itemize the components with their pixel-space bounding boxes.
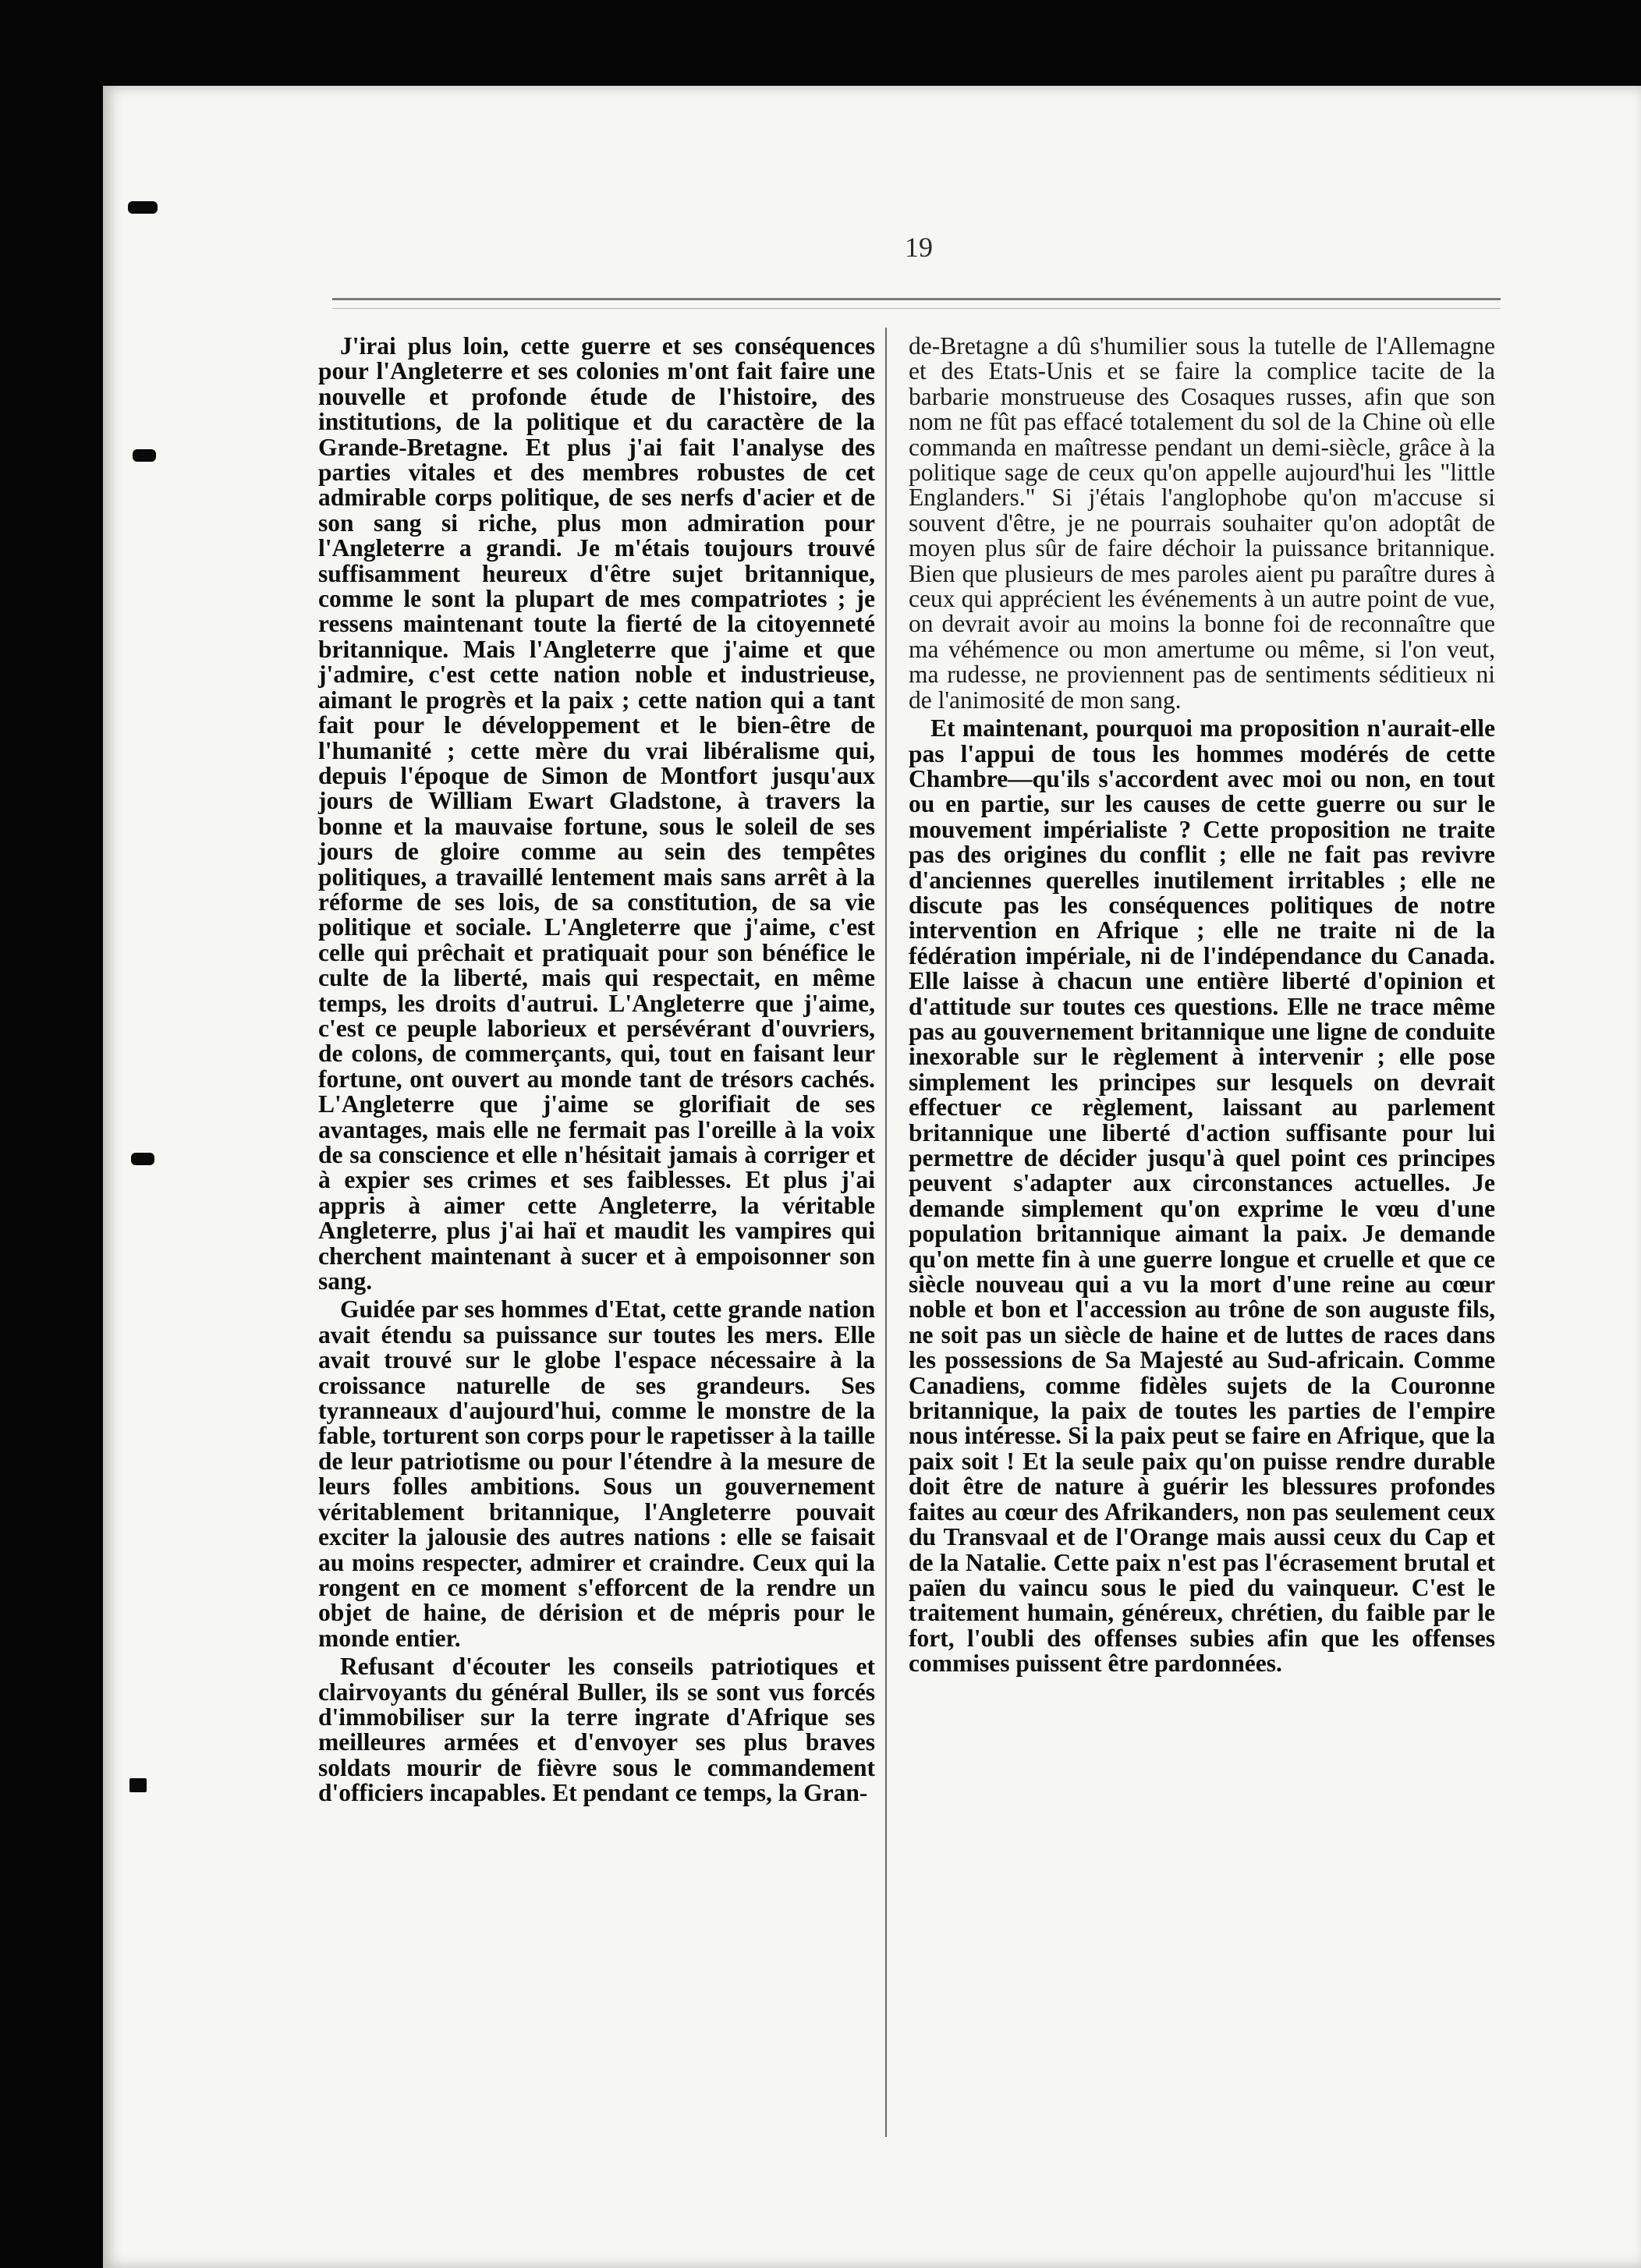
page-number: 19 bbox=[905, 232, 933, 263]
paragraph: Guidée par ses hommes d'Etat, cette grande nation avait étendu sa puissance sur toutes les mers. Elle avait trouvé sur le globe l'espace nécessaire à la croissance naturelle de ses grandeurs. Ses tyranneaux d'aujourd'hui, comme le monstre de la fable, torturent son corps pour le rapetisser à la taille de leur patriotisme ou pour l'étendre à la mesure de leurs folles ambitions. Sous un gouvernement véritablement britannique, l'Angleterre pouvait exciter la jalousie des autres nations : elle se faisait au moins respecter, admirer et craindre. Ceux qui la rongent en ce moment s'efforcent de la rendre un objet de haine, de dérision et de mépris pour le monde entier. bbox=[318, 1295, 875, 1652]
binding-hole-mark bbox=[128, 201, 158, 214]
binding-hole-mark bbox=[129, 1778, 147, 1792]
binding-hole-mark bbox=[133, 449, 156, 462]
column-divider bbox=[885, 328, 887, 2137]
scanner-top-edge bbox=[0, 0, 1641, 87]
header-rule bbox=[332, 298, 1501, 300]
binding-hole-mark bbox=[131, 1153, 154, 1165]
paragraph: Refusant d'écouter les conseils patriotiques et clairvoyants du général Buller, ils se sont vus forcés d'immobiliser sur la terre ingrate d'Afrique ses meilleures armées et d'envoyer ses plus braves soldats mourir de fièvre sous le commandement d'officiers incapables. Et pendant ce temps, la Gran- bbox=[318, 1653, 875, 1807]
paragraph: Et maintenant, pourquoi ma proposition n'aurait-elle pas l'appui de tous les hommes modérés de cette Chambre—qu'ils s'accordent avec moi ou non, en tout ou en partie, sur les causes de cette guerre ou sur le mouvement impérialiste ? Cette proposition ne traite pas des origines du conflit ; elle ne fait pas revivre d'anciennes querelles inutilement irritables ; elle ne discute pas les conséquences politiques de notre intervention en Afrique ; elle ne traite ni de la fédération impériale, ni de l'indépendance du Canada. Elle laisse à chacun une entière liberté d'opinion et d'attitude sur toutes ces questions. Elle ne trace même pas au gouvernement britannique une ligne de conduite inexorable sur le règlement à intervenir ; elle pose simplement les principes sur lesquels on devrait effectuer ce règlement, laissant au parlement britannique une liberté d'action suffisante pour lui permettre de décider jusqu'à quel point ces principes peuvent s'adapter aux circonstances actuelles. Je demande simplement qu'on exprime le vœu d'une population britannique aimant la paix. Je demande qu'on mette fin à une guerre longue et cruelle et que ce siècle nouveau qui a vu la mort d'une reine au cœur noble et bon et l'accession au trône de son auguste fils, ne soit pas un siècle de haine et de luttes de races dans les possessions de Sa Majesté au Sud-africain. Comme Canadiens, comme fidèles sujets de la Couronne britannique, la paix de toutes les parties de l'empire nous intéresse. Si la paix peut se faire en Afrique, que la paix soit ! Et la seule paix qu'on puisse rendre durable doit être de nature à guérir les blessures profondes faites au cœur des Afrikanders, non pas seulement ceux du Transvaal et de l'Orange mais aussi ceux du Cap et de la Natalie. Cette paix n'est pas l'écrasement brutal et païen du vaincu sous le pied du vainqueur. C'est le traitement humain, généreux, chrétien, du faible par le fort, l'oubli des offenses subies afin que les offenses commises puissent être pardonnées. bbox=[909, 714, 1495, 1678]
header-rule-thin bbox=[332, 308, 1501, 309]
right-column bbox=[909, 334, 1495, 1677]
left-column bbox=[318, 334, 875, 1806]
paragraph: de-Bretagne a dû s'humilier sous la tutelle de l'Allemagne et des Etats-Unis et se faire la complice tacite de la barbarie monstrueuse des Cosaques russes, afin que son nom ne fût pas effacé totalement du sol de la Chine où elle commanda en maîtresse pendant un demi-siècle, grâce à la politique sage de ceux qu'on appelle aujourd'hui les "little Englanders." Si j'étais l'anglophobe qu'on m'accuse si souvent d'être, je ne pourrais souhaiter qu'on adoptât de moyen plus sûr de faire déchoir la puissance britannique. Bien que plusieurs de mes paroles aient pu paraître dures à ceux qui apprécient les événements à un autre point de vue, on devrait avoir au moins la bonne foi de reconnaître que ma véhémence ou mon amertume ou même, si l'on veut, ma rudesse, ne proviennent pas de sentiments séditieux ni de l'animosité de mon sang. bbox=[909, 332, 1495, 714]
paragraph: J'irai plus loin, cette guerre et ses conséquences pour l'Angleterre et ses colonies m'ont fait faire une nouvelle et profonde étude de l'histoire, des institutions, de la politique et du caractère de la Grande-Bretagne. Et plus j'ai fait l'analyse des parties vitales et des membres robustes de cet admirable corps politique, de ses nerfs d'acier et de son sang si riche, plus mon admiration pour l'Angleterre a grandi. Je m'étais toujours trouvé suffisamment heureux d'être sujet britannique, comme le sont la plupart de mes compatriotes ; je ressens maintenant toute la fierté de la citoyenneté britannique. Mais l'Angleterre que j'aime et que j'admire, c'est cette nation noble et industrieuse, aimant le progrès et la paix ; cette nation qui a tant fait pour le développement et le bien-être de l'humanité ; cette mère du vrai libéralisme qui, depuis l'époque de Simon de Montfort jusqu'aux jours de William Ewart Gladstone, à travers la bonne et la mauvaise fortune, sous le soleil de ses jours de gloire comme au sein des tempêtes politiques, a travaillé lentement mais sans arrêt à la réforme de ses lois, de sa constitution, de sa vie politique et sociale. L'Angleterre que j'aime, c'est celle qui prêchait et pratiquait pour son bénéfice le culte de la liberté, mais qui respectait, en même temps, les droits d'autrui. L'Angleterre que j'aime, c'est ce peuple laborieux et persévérant d'ouvriers, de colons, de commerçants, qui, tout en faisant leur fortune, ont ouvert au monde tant de trésors cachés. L'Angleterre que j'aime se glorifiait de ses avantages, mais elle ne fermait pas l'oreille à la voix de sa conscience et elle n'hésitait jamais à corriger et à expier ses crimes et ses faiblesses. Et plus j'ai appris à aimer cette Angleterre, la véritable Angleterre, plus j'ai haï et maudit les vampires qui cherchent maintenant à sucer et à empoisonner son sang. bbox=[318, 332, 875, 1295]
